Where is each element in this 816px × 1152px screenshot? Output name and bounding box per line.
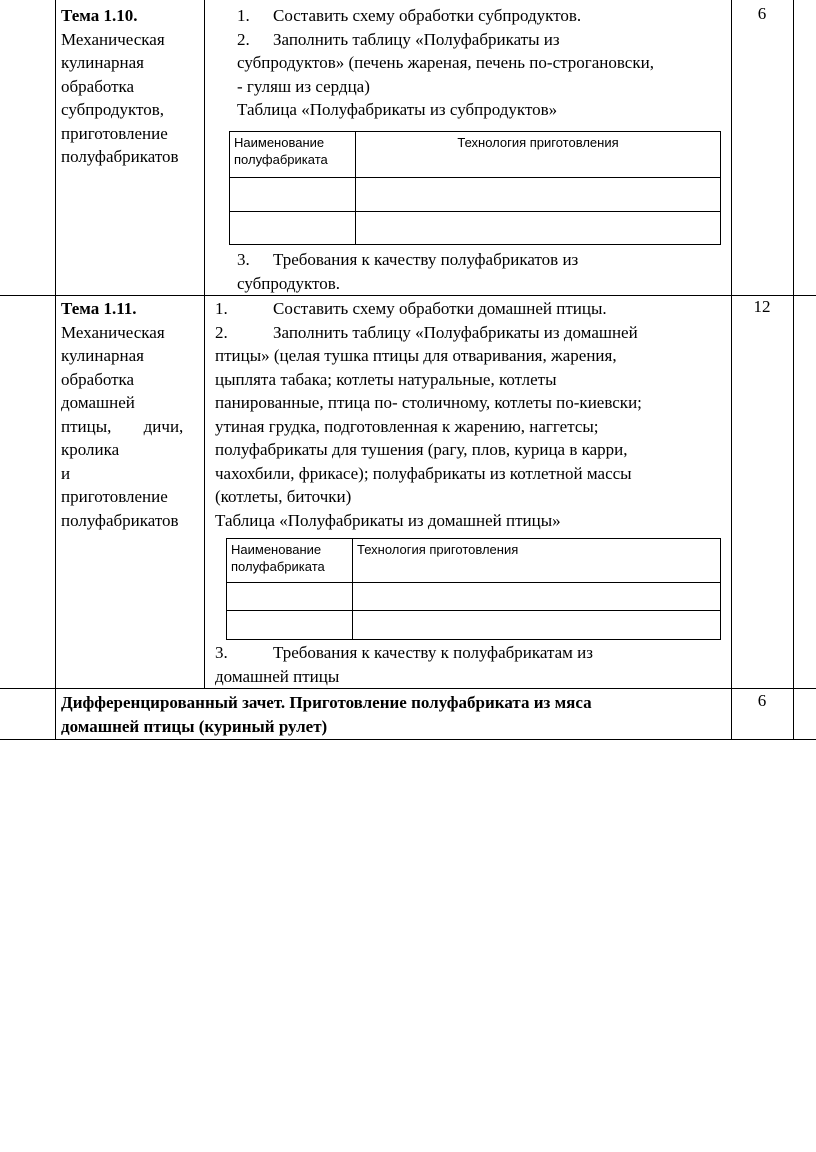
grid-line-right [793, 0, 794, 740]
tasks-cell-1-10 [237, 4, 727, 122]
table-cell [353, 611, 721, 640]
topic-cell-1-11 [61, 297, 198, 532]
topic-line: кулинарная [61, 346, 144, 365]
table-cell [356, 178, 721, 212]
final-line: Дифференцированный зачет. Приготовление полуфабриката из мяса [61, 693, 592, 712]
task-text: цыплята табака; котлеты натуральные, котлеты [215, 369, 557, 389]
table-cell [227, 583, 353, 611]
task-text: Составить схему обработки субпродуктов. [273, 6, 582, 25]
subproducts-table [229, 131, 721, 245]
task-text: субпродуктов» (печень жареная, печень по-строгановски, [237, 53, 654, 72]
task-text: панированные, птица по- столичному, котлеты по-киевски; [215, 393, 642, 412]
task-text: (котлеты, биточки) [215, 487, 352, 506]
hours-1-11: 12 [753, 297, 771, 316]
task-text: полуфабрикаты для тушения (рагу, плов, курица в карри, [215, 440, 628, 459]
task-text: утиная грудка, подготовленная к жарению, наггетсы; [215, 416, 599, 436]
table-caption: Таблица «Полуфабрикаты из домашней птицы» [215, 510, 561, 530]
task-item-2 [237, 28, 727, 52]
hours-1-10: 6 [757, 4, 767, 23]
task-number: 2. [215, 322, 228, 342]
topic-cell-1-10 [61, 4, 198, 169]
tasks-cell-1-11 [215, 297, 727, 532]
task-text: домашней птицы [215, 666, 340, 686]
header-technology: Технология приготовления [353, 539, 721, 583]
tasks-cell-1-10-req [237, 248, 727, 295]
final-exam-cell [61, 691, 729, 738]
topic-line: кулинарная [61, 53, 144, 72]
task-text: чахохбили, фрикасе); полуфабрикаты из котлетной массы [215, 463, 632, 483]
task-number: 1. [215, 299, 228, 318]
task-item-3 [215, 641, 727, 665]
header-name: Наименование полуфабриката [230, 132, 356, 178]
poultry-table [226, 538, 721, 640]
table-cell [227, 611, 353, 640]
task-text: Заполнить таблицу «Полуфабрикаты из [273, 29, 560, 49]
topic-line: кролика и [61, 440, 120, 483]
hours-final: 6 [757, 691, 767, 710]
table-cell [230, 212, 356, 245]
topic-line: субпродуктов, [61, 100, 165, 119]
table-caption: Таблица «Полуфабрикаты из субпродуктов» [237, 100, 558, 119]
task-text: птицы» (целая тушка птицы для отваривания, жарения, [215, 346, 617, 365]
task-number: 3. [237, 250, 250, 269]
task-text: - гуляш из сердца) [237, 76, 370, 96]
topic-line: домашней [61, 393, 135, 412]
table-cell [230, 178, 356, 212]
topic-line: Механическая [61, 29, 165, 49]
grid-line-hours [731, 0, 732, 740]
task-text: Требования к качеству к полуфабрикатам из [273, 643, 593, 662]
topic-line: полуфабрикатов [61, 147, 179, 166]
topic-line: приготовление [61, 123, 168, 143]
task-text: субпродуктов. [237, 273, 341, 293]
grid-line-table-bottom [0, 739, 816, 740]
task-text: Составить схему обработки домашней птицы. [273, 299, 607, 318]
tasks-cell-1-11-req [215, 641, 727, 688]
grid-line-row2-bottom [0, 688, 816, 689]
task-number: 1. [237, 6, 250, 25]
topic-line: обработка [61, 369, 135, 389]
task-text: Заполнить таблицу «Полуфабрикаты из домашней [273, 322, 638, 342]
grid-line-row1-bottom [0, 295, 816, 296]
final-line: домашней птицы (куриный рулет) [61, 716, 328, 736]
task-number: 2. [237, 29, 250, 49]
header-name: Наименование полуфабриката [227, 539, 353, 583]
topic-number: Тема 1.10. [61, 6, 138, 25]
table-cell [353, 583, 721, 611]
grid-line-left [55, 0, 56, 740]
task-item-1 [215, 297, 727, 321]
task-number: 3. [215, 643, 228, 662]
topic-line: обработка [61, 76, 135, 96]
topic-line: Механическая [61, 322, 165, 342]
task-item-2 [215, 321, 727, 345]
task-item-3 [237, 248, 727, 272]
task-text: Требования к качеству полуфабрикатов из [273, 250, 579, 269]
topic-line: птицы, дичи, [61, 416, 184, 436]
grid-line-topic [204, 0, 205, 688]
topic-number: Тема 1.11. [61, 299, 137, 318]
topic-line: приготовление [61, 487, 168, 506]
topic-line: полуфабрикатов [61, 510, 179, 530]
table-cell [356, 212, 721, 245]
task-item-1 [237, 4, 727, 28]
header-technology: Технология приготовления [356, 132, 721, 178]
